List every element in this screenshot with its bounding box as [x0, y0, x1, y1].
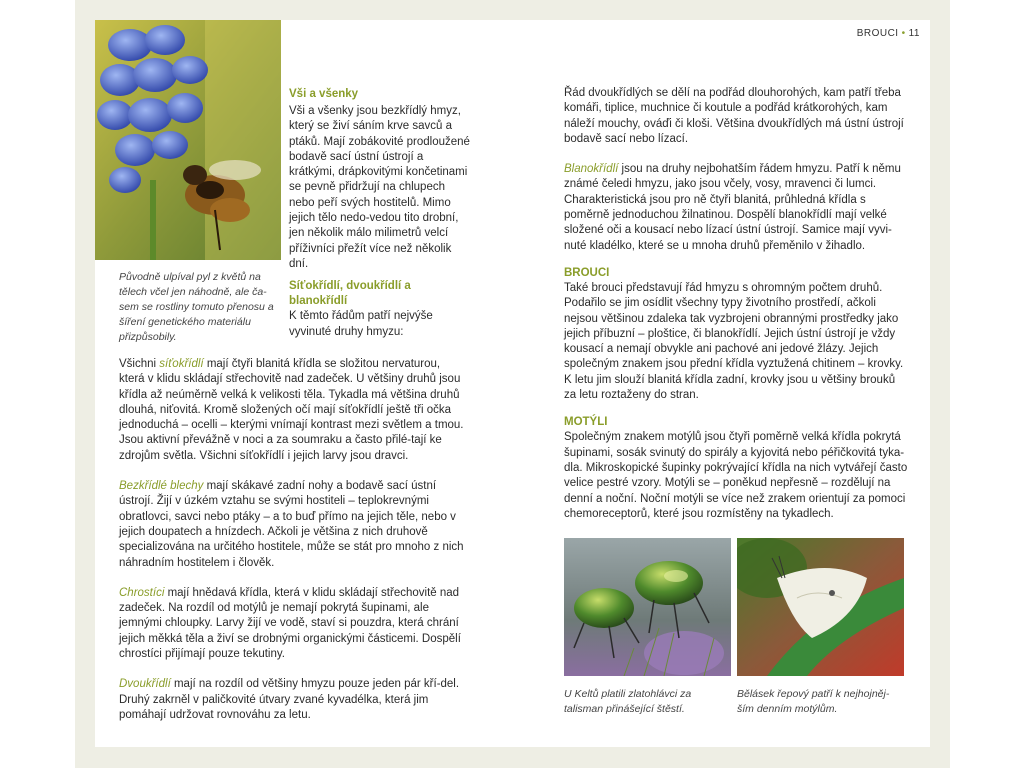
p3-post: mají hnědavá křídla, která v klidu skládají střechovitě nad zadeček. Na rozdíl od motýlů je nemají pokrytá šupinami, ale jemnými chloupky. Larvy žijí ve vodě, staví si pouzdra, která chrání jejich měkká těla a živí se drobnými organickými částicemi. Dospělí chrostíci přijímají pouze tekutiny. [119, 586, 461, 661]
p1-pre: Všichni [119, 358, 160, 370]
brouci-text: Také brouci představují řád hmyzu s ohromným počtem druhů. Podařilo se jim osídlit všechny typy životního prostředí, ačkoli nejsou většinou zdaleka tak vyzbrojeni obrannými prostředky jako jejich příbuzní – ploštice, či blanokřídlí. Jejich ústní ústrojí je vždy kousací a nemají obvykle ani pachové ani jedové žlázy. Jejich společným znakem jsou přední křídla vyztužená chitinem – krovky. K letu jim slouží blanitá křídla zadní, krovky jsou u většiny brouků za letu roztaženy do stran. [564, 281, 904, 402]
running-header [857, 28, 920, 39]
paragraph-dvoukridli [119, 677, 467, 723]
margin-right [950, 0, 1024, 768]
book-spread [95, 20, 930, 747]
term-blechy: Bezkřídlé blechy [119, 480, 204, 493]
vsi-text: Vši a všenky jsou bezkřídlý hmyz, který se živí sáním krve savců a ptáků. Mají zobákovité prodloužené bodavě sací ústní ústrojí a krátkými, drápkovitými končetinami se pevně přidržují na chlupech nebo peří svých hostitelů. Mimo jejich tělo nedo-vedou tito drobní, jen několik málo milimetrů velcí příživníci přežít více než několik dní. [289, 105, 470, 270]
p1-post: mají čtyři blanitá křídla se složitou nervaturou, která v klidu skládají střechovitě nad zadeček. U většiny druhů jsou křídla až neúměrně velká k velikosti těla. Tykadla má většina druhů dlouhá, niťovitá. Kromě složených očí mají síťokřídlí ještě tři očka jednoduchá – ocelli – kterými vnímají kontrast mezi světlem a tmou. Jsou aktivní převážně v noci a za soumraku a často přilé-tají ke zdrojům světla. Všichni síťokřídlí i jejich larvy jsou dravci. [119, 358, 464, 462]
vsi-title: Vši a všenky [289, 88, 359, 100]
header-separator: • [901, 28, 906, 39]
term-chrostici: Chrostíci [119, 586, 165, 599]
p4-post: mají na rozdíl od většiny hmyzu pouze jeden pár kří-del. Druhý zakrněl v paličkovité útvary zvané kyvadélka, která jim pomáhají udržovat rovnováhu za letu. [119, 678, 460, 721]
frame-top-strip [75, 0, 950, 20]
blano-post: jsou na druhy nejbohatším řádem hmyzu. Patří k němu známé čeledi hmyzu, jako jsou včely, vosy, mravenci či lumci. Charakteristická jsou pro ně čtyři blanitá, průhledná křídla s poměrně jednoduchou žilnatinou. Dospělí blanokřídlí mají velké složené oči a kousací nebo lízací ústní ústrojí. Samice mají vyvi-nuté kladélko, které se u mnoha druhů přeměnilo v žihadlo. [564, 163, 901, 252]
bee-caption: Původně ulpíval pyl z květů na tělech včel jen náhodně, ale ča-sem se rostliny tomuto přenosu a šíření genetického materiálu přizpůsobily. [119, 271, 274, 343]
page-number: 11 [908, 28, 920, 39]
paragraph-chrostici [119, 586, 467, 662]
paragraph-blanokridli [564, 162, 908, 254]
paragraph-blechy [119, 479, 467, 571]
bee-flower-photo [95, 20, 281, 260]
beetles-caption: U Keltů platili zlatohlávci za talisman přinášející štěstí. [564, 688, 692, 715]
paragraph-sitokridli [119, 357, 467, 464]
motyli-text: Společným znakem motýlů jsou čtyři poměrně velká křídla pokrytá šupinami, sosák svinutý do spirály a kyjovitá nebo péřičkovitá tyka-dla. Mikroskopické šupinky pokrývající křídla na nich vytvářejí často velice pestré vzory. Motýli se – poněkud nepřesně – rozdělují na denní a noční. Noční motýli se více než zrakem orientují za pomoci chemoreceptorů, které jsou rozmístěny na tykadlech. [564, 431, 908, 520]
butterfly-photo [737, 538, 904, 676]
beetles-photo [564, 538, 731, 676]
frame-bottom-strip [75, 747, 950, 768]
paragraph-dvoukridli-suborders: Řád dvoukřídlých se dělí na podřád dlouhorohých, kam patří třeba komáři, tiplice, muchnice či koutule a podřád krátkorohých, kam náleží mouchy, ováďi či kloši. Většina dvoukřídlých má ústní ústrojí bodavě sací nebo lízací. [564, 87, 904, 145]
left-column-body [119, 357, 467, 723]
term-sitokridli: síťokřídlí [159, 358, 204, 370]
butterfly-caption: Bělásek řepový patří k nejhojněj-ším denním motýlům. [737, 688, 890, 715]
term-dvoukridli: Dvoukřídlí [119, 678, 171, 691]
term-blanokridli: Blanokřídlí [564, 163, 619, 176]
vsi-section [289, 87, 471, 340]
motyli-title: MOTÝLI [564, 416, 608, 429]
brouci-title: BROUCI [564, 266, 610, 279]
frame-right-strip [930, 0, 950, 768]
sitokridli-title: Síťokřídlí, dvoukřídlí a blanokřídlí [289, 280, 411, 308]
p2-post: mají skákavé zadní nohy a bodavě sací ústní ústrojí. Žijí v úzkém vztahu se svými hostiteli – teplokrevnými obratlovci, savci nebo ptáky – a to buď přímo na jejich těle, nebo v jejich doupatech a hnízdech. Ačkoli je většina z nich druhově specializována na určitého hostitele, může se stát pro mnoho z nich náhradním hostitelem i člověk. [119, 480, 464, 569]
header-section: BROUCI [856, 28, 899, 39]
frame-left-strip [75, 0, 95, 768]
sitokridli-intro: K těmto řádům patří nejvýše vyvinuté druhy hmyzu: [289, 310, 433, 338]
right-column-body [564, 86, 908, 522]
